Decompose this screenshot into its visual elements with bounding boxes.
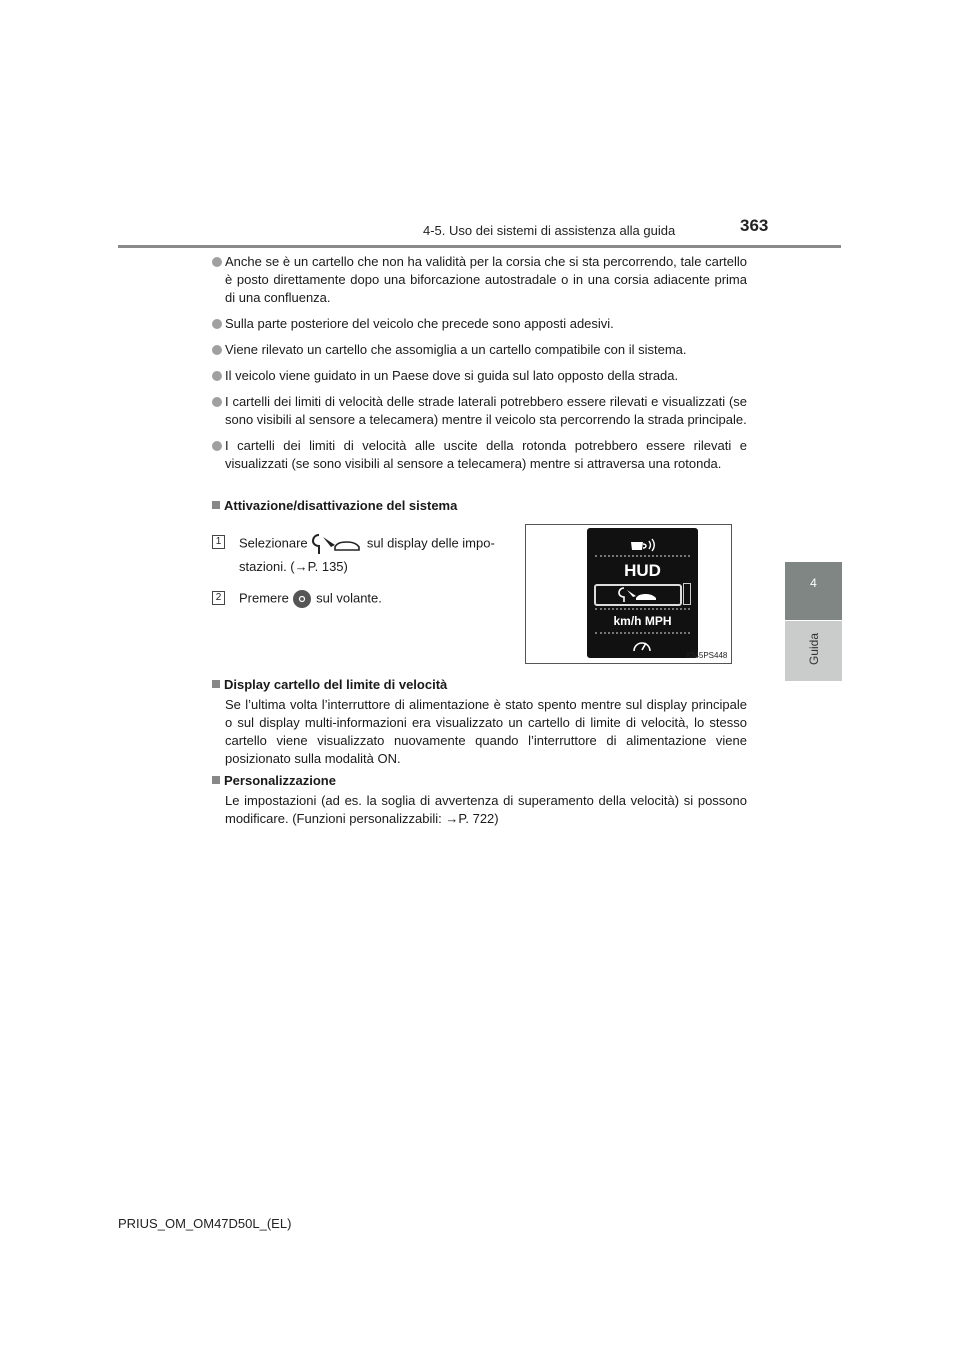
settings-display-screen — [587, 528, 698, 658]
list-item: Viene rilevato un cartello che assomiglia a un cartello compatibile con il sistema. — [212, 341, 747, 359]
bullet-dot-icon — [212, 441, 222, 451]
display-settings-figure — [525, 524, 732, 664]
list-item: Il veicolo viene guidato in un Paese dove si guida sul lato opposto della strada. — [212, 367, 747, 385]
step-1-text-line2: stazioni. (→P. 135) — [239, 559, 348, 574]
list-item: Sulla parte posteriore del veicolo che precede sono apposti adesivi. — [212, 315, 747, 333]
chapter-label-tab — [785, 621, 842, 681]
bullet-dot-icon — [212, 345, 222, 355]
section-heading-customization: Personalizzazione — [212, 773, 336, 788]
section-heading-display: Display cartello del limite di velocità — [212, 677, 447, 692]
list-item: I cartelli dei limiti di velocità alle uscite della rotonda potrebbero essere rilevati e visualizzati (se sono visibili al sensore a telecamera) mentre si attraversa una rotonda. — [212, 437, 747, 473]
bullet-dot-icon — [212, 319, 222, 329]
list-item: I cartelli dei limiti di velocità delle strade laterali potrebbero essere rilevati e visualizzati (se sono visibili al sensore a telecamera) mentre il veicolo sta percorrendo la strada principale. — [212, 393, 747, 429]
hud-label: HUD — [624, 561, 661, 580]
step-1-text: Selezionare sul display delle impo- — [239, 533, 495, 555]
footer-doc-code: PRIUS_OM_OM47D50L_(EL) — [118, 1216, 292, 1231]
square-bullet-icon — [212, 776, 220, 784]
speed-units-label: km/h MPH — [613, 614, 672, 628]
list-item: Anche se è un cartello che non ha validità per la corsia che si sta percorrendo, tale cartello è posto direttamente dopo una biforcazione autostradale o in una corsia adiacente prima di una confluenza. — [212, 253, 747, 307]
bullet-list — [212, 253, 747, 481]
step-2-text: Premere sul volante. — [239, 589, 382, 609]
bullet-dot-icon — [212, 371, 222, 381]
page-number: 363 — [740, 216, 769, 235]
figure-id: IO45PS448 — [686, 651, 728, 660]
step-number-1: 1 — [212, 535, 225, 549]
step-number-2: 2 — [212, 591, 225, 605]
square-bullet-icon — [212, 501, 220, 509]
square-bullet-icon — [212, 680, 220, 688]
steering-wheel-button-icon — [292, 589, 312, 609]
chapter-number: 4 — [810, 576, 817, 590]
scrollbar — [683, 583, 691, 605]
section-body-display: Se l’ultima volta l’interruttore di alimentazione è stato spento mentre sul display principale o sul display multi-informazioni era visualizzato un cartello di limite di velocità, lo stesso cartello viene visualizzato nuovamente quando l’interruttore di alimentazione viene posizionato sulla modalità ON. — [225, 697, 747, 766]
divider — [595, 608, 690, 612]
chapter-tab — [785, 562, 842, 620]
section-body-customization: Le impostazioni (ad es. la soglia di avvertenza di superamento della velocità) si possono modificare. (Funzioni personalizzabili: →P. 722) — [225, 793, 747, 826]
coffee-cup-icon — [627, 536, 659, 554]
header-section-title: 4-5. Uso dei sistemi di assistenza alla guida — [423, 223, 676, 238]
gauge-settings-icon — [631, 636, 653, 654]
selected-item-frame — [594, 584, 682, 606]
bullet-dot-icon — [212, 257, 222, 267]
bullet-dot-icon — [212, 397, 222, 407]
road-sign-car-icon — [311, 533, 363, 555]
road-sign-car-icon — [618, 587, 658, 603]
divider — [595, 555, 690, 559]
chapter-label: Guida — [807, 633, 821, 666]
header-rule — [118, 245, 841, 248]
section-heading-activation: Attivazione/disattivazione del sistema — [212, 498, 457, 513]
